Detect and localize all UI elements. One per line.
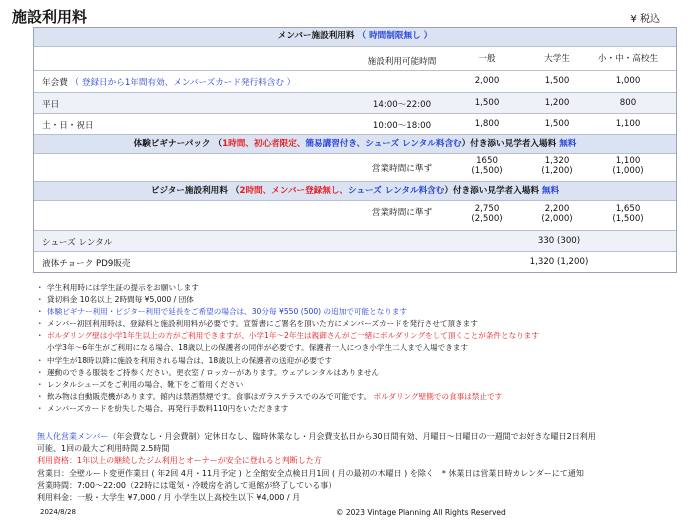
footer-date: 2024/8/28: [40, 508, 76, 516]
col-university-header: 大学生: [544, 54, 570, 64]
chalk-label: 液体チョーク PD9販売: [42, 259, 131, 269]
footer-copyright: © 2023 Vintage Planning All Rights Reserved: [336, 508, 506, 517]
visitor-header-row: ビジター施設利用料 （2時間、メンバー登録無し、シューズ レンタル料含む）付き添い見学者入場料 無料: [34, 181, 676, 200]
weekend-university: 1,500: [544, 119, 570, 129]
beginner-university: 1,320 (1,200): [541, 156, 573, 176]
page-title: 施設利用料: [12, 8, 88, 26]
beginner-free: 無料: [559, 139, 577, 149]
annual-university: 1,500: [544, 76, 570, 86]
weekday-university: 1,200: [544, 98, 570, 108]
visitor-kids: 1,650 (1,500): [612, 204, 644, 224]
beginner-time: 営業時間に準ず: [371, 164, 433, 174]
note-item: ・ 運動のできる服装をご持参ください。更衣室 / ロッカーがあります。ウェアレンタルはありません: [36, 367, 380, 377]
chalk-price: 1,320 (1,200): [529, 257, 589, 267]
beginner-price-row: [34, 153, 676, 181]
unmanned-label: 無人化営業メンバー: [37, 432, 109, 441]
beginner-cond-1: 1時間、初心者限定、: [222, 139, 306, 149]
beginner-general: 1650 (1,500): [471, 156, 503, 176]
weekday-general: 1,500: [474, 98, 500, 108]
annual-general: 2,000: [474, 76, 500, 86]
weekend-row: [34, 113, 676, 134]
unmanned-requirement: 利用資格：1年以上の継続したジム利用とオーナーが安全に登れると判断した方: [37, 456, 322, 466]
shoes-row: [34, 230, 676, 251]
unmanned-line-2: 可能、1回の最大ご利用時間 2.5時間: [37, 444, 170, 454]
visitor-title: ビジター施設利用料: [150, 186, 228, 196]
note-item: ・ 貸切料金 10名以上 2時間毎 ¥5,000 / 団体: [36, 295, 194, 305]
weekend-general: 1,800: [474, 119, 500, 129]
note-item: ・ 中学生が18時以降に施設を利用される場合は、18歳以上の保護者の送迎が必要です: [36, 355, 333, 365]
member-header-note: （ 時間制限無し ）: [357, 31, 433, 41]
unmanned-hours: 営業時間：7:00～22:00（22時には電気・冷暖房を消して退館が終了している事）: [37, 480, 337, 490]
note-item: ・ ボルダリング壁は小学1年生以上の方がご利用できますが、小学1年～2年生は親御さんがご一緒にボルダリングをして頂くことが条件となります: [36, 331, 539, 341]
food-ban-note: ボルダリング壁側での食事は禁止です: [373, 391, 503, 401]
annual-fee-label: 年会費 （ 登録日から1年間有効、メンバーズカード発行料含む ）: [42, 78, 296, 88]
weekend-time: 10:00～18:00: [372, 121, 432, 131]
weekday-row: [34, 92, 676, 113]
note-item: ・ 学生利用時には学生証の提示をお願いします: [36, 283, 199, 292]
beginner-cond-2: 簡易講習付き、シューズ レンタル料含む: [305, 139, 462, 149]
unmanned-fees: 利用料金：一般・大学生 ¥7,000 / 月 小学生以上高校生以下 ¥4,000 / 月: [37, 493, 301, 503]
beginner-header-row: 体験ビギナーパック （1時間、初心者限定、簡易講習付き、シューズ レンタル料含む）付き添い見学者入場料 無料: [34, 134, 676, 153]
shoes-price: 330 (300): [537, 236, 581, 246]
unmanned-member-section: [37, 431, 687, 504]
col-time-header: 施設利用可能時間: [367, 57, 437, 67]
unmanned-line-1: 無人化営業メンバー（年会費なし・月会費制）定休日なし、臨時休業なし・月会費支払日から30日間有効、月曜日～日曜日の一週間でお好きな曜日2日利用: [37, 432, 596, 441]
visitor-cond-1: 2時間、メンバー登録無し、: [239, 186, 348, 196]
visitor-university: 2,200 (2,000): [541, 204, 573, 224]
unmanned-days: 営業日：全壁ルート変更作業日 ( 年2回 4月・11月予定 ) と全館安全点検日月1回 ( 月の最初の木曜日 ) を除く * 休業日は営業日時カレンダーにて通知: [37, 468, 584, 478]
shoes-label: シューズ レンタル: [42, 238, 113, 248]
weekday-kids: 800: [619, 98, 637, 108]
note-item: ・ メンバーズカードを紛失した場合、再発行手数料110円をいただきます: [36, 403, 289, 413]
weekday-time: 14:00～22:00: [372, 100, 432, 110]
tax-note: ¥ 税込: [630, 14, 660, 25]
member-header-row: [34, 28, 676, 46]
note-item: ・ メンバー初回利用時は、登録料と施設利用料が必要です。宣誓書にご署名を頂いた方にメンバーズカードを発行させて頂きます: [36, 319, 478, 329]
beginner-title: 体験ビギナーパック: [133, 139, 211, 149]
price-table: [33, 27, 677, 273]
visitor-general: 2,750 (2,500): [471, 204, 503, 224]
visitor-cond-2: シューズ レンタル料含む: [348, 186, 445, 196]
visitor-price-row: [34, 200, 676, 230]
note-item: ・ 飲み物は自動販売機があります。館内は禁酒禁煙です。食事はガラステラスでのみで可能です。 ボルダリング壁側での食事は禁止です: [36, 391, 503, 401]
note-item: ・ 体験ビギナー利用・ビジター利用で延長をご希望の場合は、30分毎 ¥550 (500) の追加で可能となります: [36, 307, 408, 317]
visitor-free: 無料: [541, 186, 560, 196]
visitor-time: 営業時間に準ず: [371, 208, 433, 218]
weekday-label: 平日: [42, 100, 60, 110]
annual-fee-row: [34, 70, 676, 92]
annual-fee-note: （ 登録日から1年間有効、メンバーズカード発行料含む ）: [70, 78, 296, 88]
note-item-continued: 小学3年～6年生がご利用になる場合、18歳以上の保護者の同伴が必要です。保護者一人につき小学生二人まで入場できます: [47, 343, 469, 353]
member-header: メンバー施設利用料: [277, 31, 355, 41]
chalk-row: [34, 251, 676, 272]
col-kids-header: 小・中・高校生: [597, 54, 659, 64]
weekend-kids: 1,100: [615, 119, 641, 129]
note-item: ・ レンタルシューズをご利用の場合、靴下をご着用ください: [36, 379, 244, 389]
beginner-kids: 1,100 (1,000): [612, 156, 644, 176]
column-header-row: [34, 46, 676, 70]
annual-kids: 1,000: [615, 76, 641, 86]
weekend-label: 土・日・祝日: [42, 121, 94, 131]
col-general-header: 一般: [478, 54, 496, 64]
notes-list: [36, 282, 686, 415]
